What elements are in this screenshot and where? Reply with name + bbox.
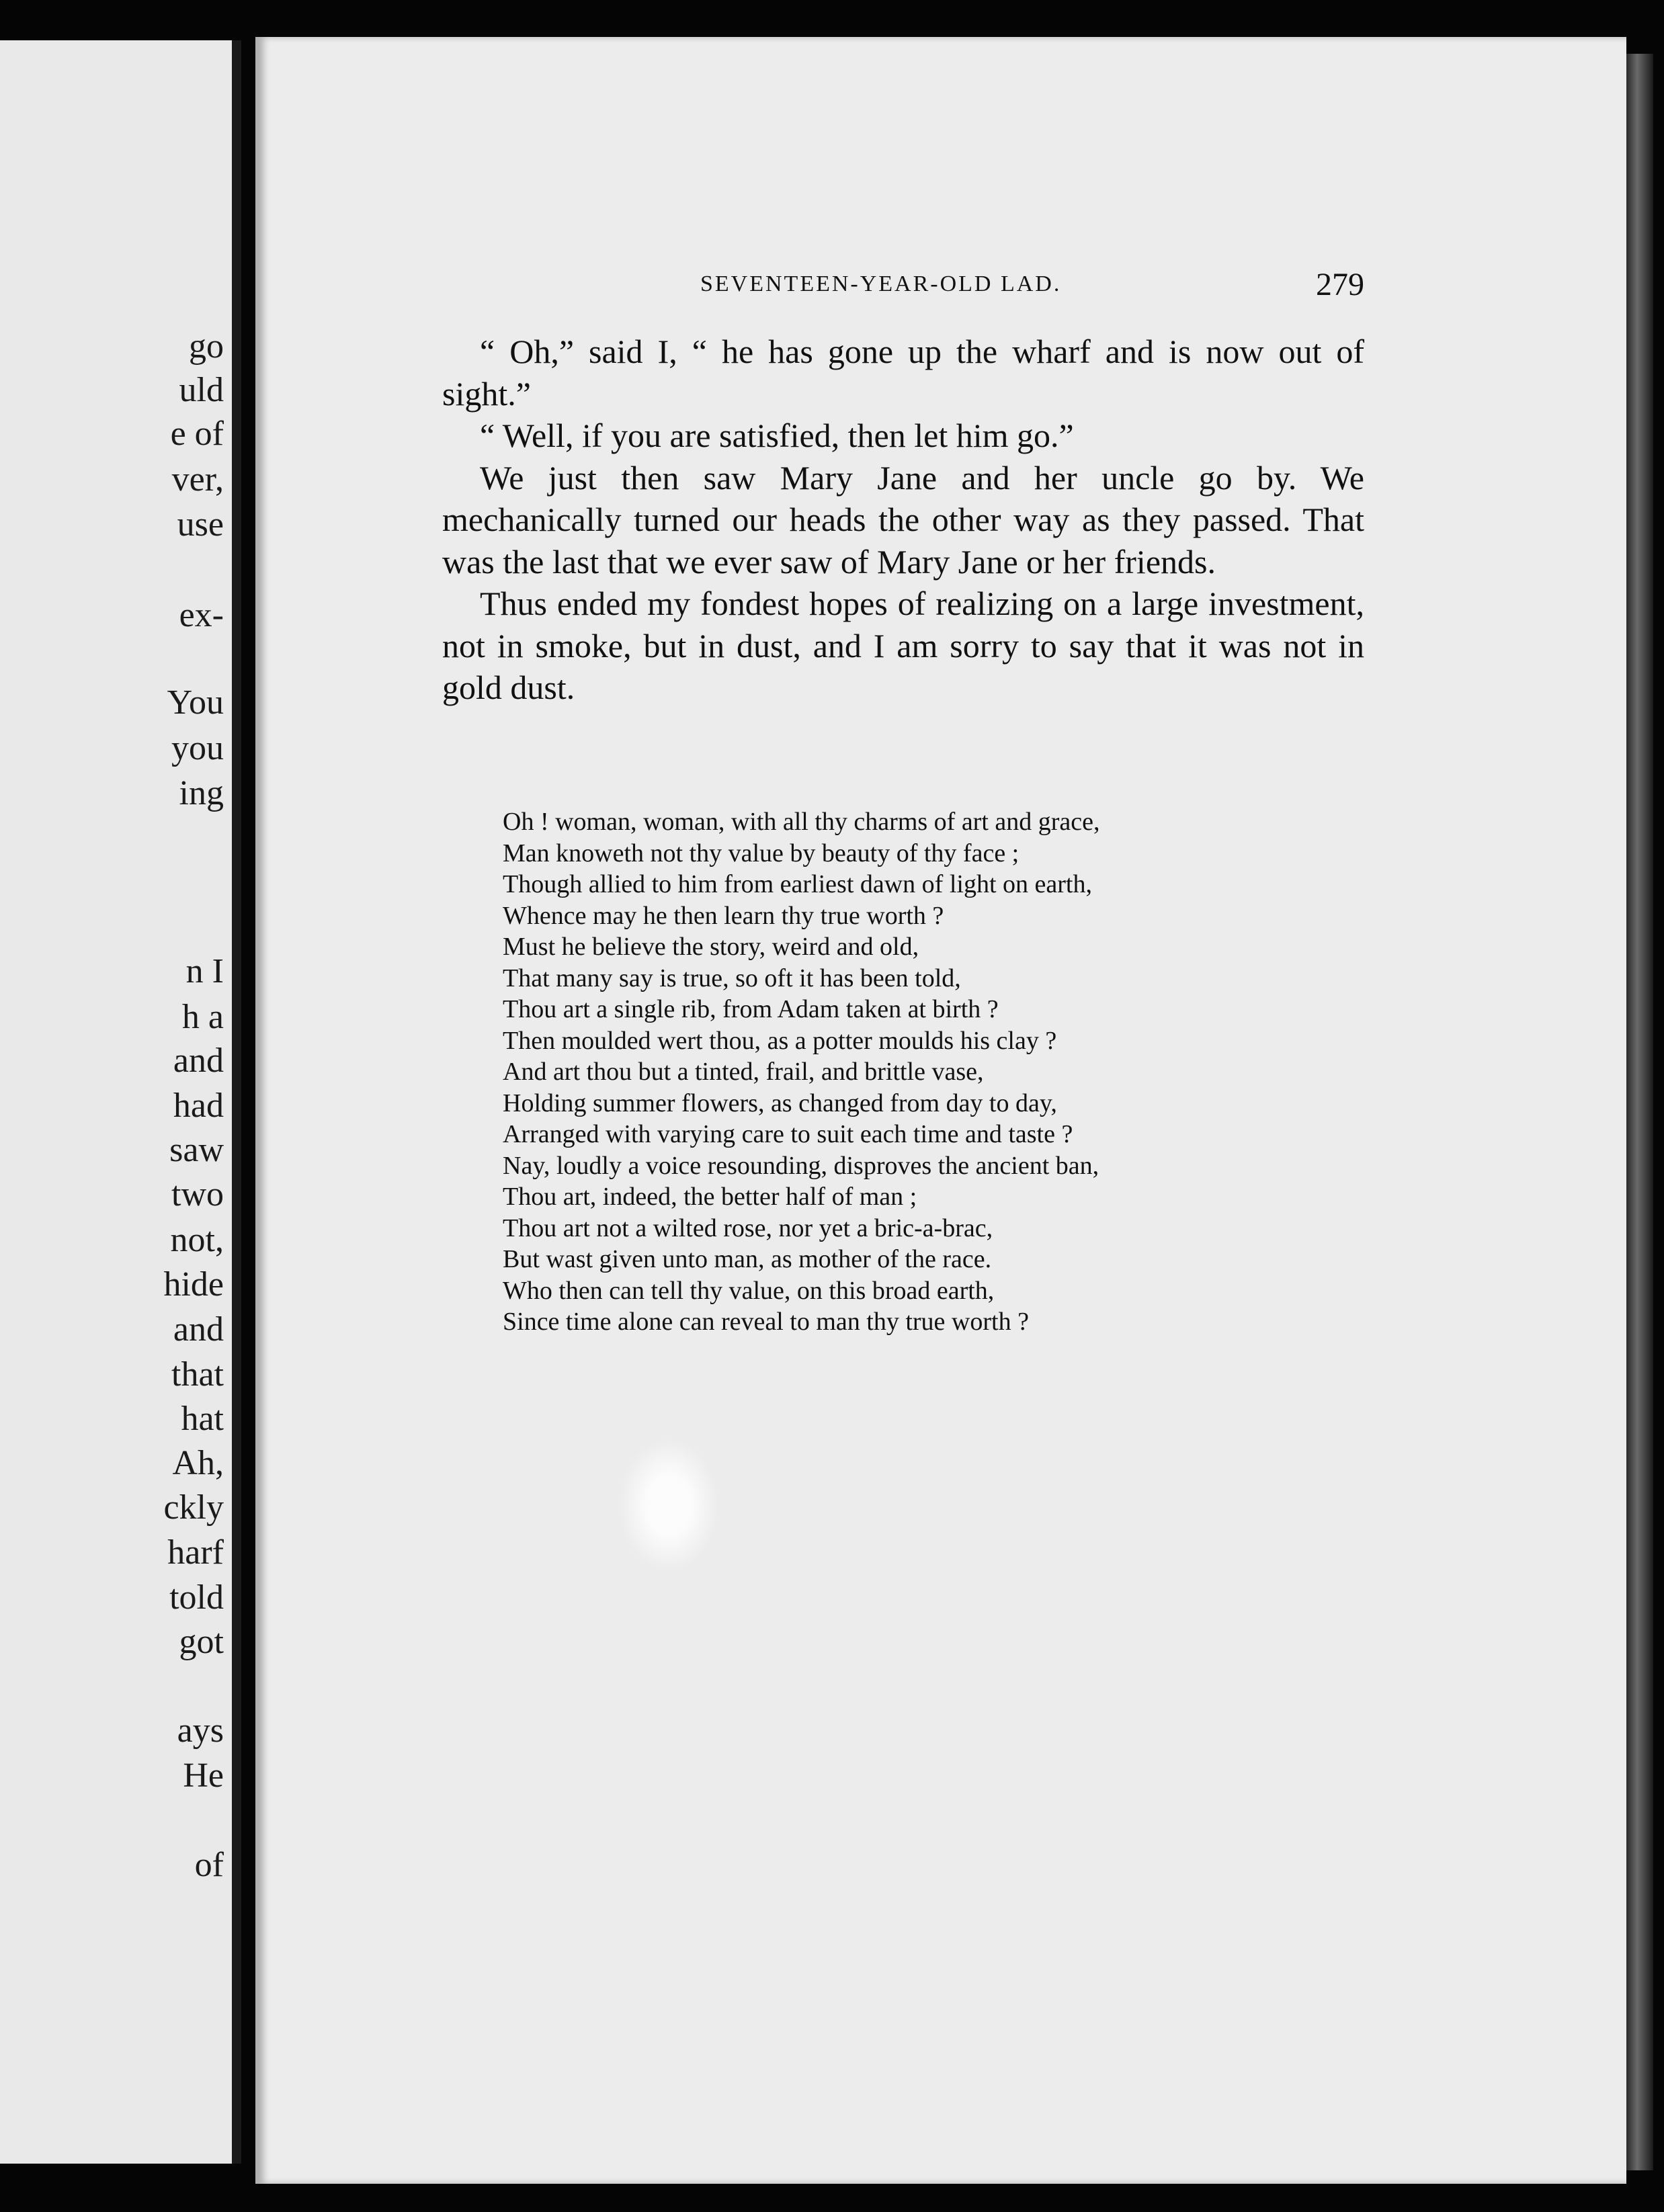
poem-line: Thou art a single rib, from Adam taken at birth ? [503,995,999,1023]
poem-line: But wast given unto man, as mother of the race. [503,1245,992,1273]
left-page-fragment: and [173,1310,224,1349]
left-page-fragment: e of [170,415,224,453]
left-page-fragment: ver, [171,460,224,499]
poem [503,806,1309,1338]
poem-line: Nay, loudly a voice resounding, disproves the ancient ban, [503,1151,1099,1180]
left-page-fragment: two [171,1175,224,1214]
poem-line: That many say is true, so oft it has been told, [503,964,961,992]
left-page-fragment: had [173,1087,224,1125]
left-page-fragment: ckly [163,1488,224,1527]
paragraph: Thus ended my fondest hopes of realizing on a large investment, not in smoke, but in dust, and I am sorry to say that it was not in gold dust. [442,585,1364,706]
poem-line: Thou art, indeed, the better half of man ; [503,1183,917,1211]
left-page-text-fragments [0,40,232,2164]
paragraph: “ Oh,” said I, “ he has gone up the wharf and is now out of sight.” [442,333,1364,413]
poem-line: Arranged with varying care to suit each time and taste ? [503,1120,1073,1148]
left-page-fragment: Ah, [172,1444,224,1482]
left-page [0,40,241,2164]
left-page-fragment: h a [181,998,224,1036]
left-page-fragment: n I [185,952,224,990]
paragraph: We just then saw Mary Jane and her uncle go by. We mechanically turned our heads the other way as they passed. That was the last that we ever saw of Mary Jane or her friends. [442,458,1364,581]
left-page-fragment: harf [167,1533,224,1572]
paragraph: “ Well, if you are satisfied, then let him go.” [480,417,1074,454]
left-page-fragment: that [171,1355,224,1394]
poem-line: Must he believe the story, weird and old, [503,933,919,961]
left-page-fragment: go [189,327,224,366]
left-page-fragment: ex- [179,596,224,634]
poem-line: Though allied to him from earliest dawn of light on earth, [503,870,1092,898]
left-page-fragment: told [169,1578,224,1617]
left-page-fragment: saw [169,1131,224,1169]
left-page-fragment: and [173,1041,224,1080]
left-page-fragment: hide [163,1265,224,1304]
left-page-fragment: ays [177,1711,224,1750]
left-page-fragment: of [194,1846,224,1884]
left-page-fragment: use [177,505,224,544]
poem-line: Thou art not a wilted rose, nor yet a bric-a-brac, [503,1214,993,1242]
poem-line: Oh ! woman, woman, with all thy charms of art and grace, [503,808,1100,836]
left-page-fragment: uld [179,371,224,409]
left-page-fragment: He [183,1756,224,1795]
poem-line: And art thou but a tinted, frail, and brittle vase, [503,1058,984,1086]
poem-line: Who then can tell thy value, on this broad earth, [503,1276,995,1305]
page-edge [1626,54,1653,2170]
running-head-title: SEVENTEEN-YEAR-OLD LAD. [700,271,1062,296]
paper-stain [618,1438,719,1572]
left-page-fragment: hat [181,1400,224,1438]
poem-line: Since time alone can reveal to man thy true worth ? [503,1308,1029,1336]
left-page-fragment: you [171,729,224,767]
poem-line: Whence may he then learn thy true worth ? [503,901,944,930]
left-page-fragment: ing [179,774,224,812]
poem-line: Holding summer flowers, as changed from day to day, [503,1089,1057,1117]
poem-line: Then moulded wert thou, as a potter moulds his clay ? [503,1026,1057,1055]
page-number: 279 [1316,267,1364,302]
prose-body [442,331,1364,709]
left-page-fragment: You [167,683,224,722]
left-page-fragment: not, [170,1221,224,1259]
left-page-fragment: got [179,1623,224,1661]
running-head [444,266,1364,306]
poem-line: Man knoweth not thy value by beauty of thy face ; [503,839,1020,867]
